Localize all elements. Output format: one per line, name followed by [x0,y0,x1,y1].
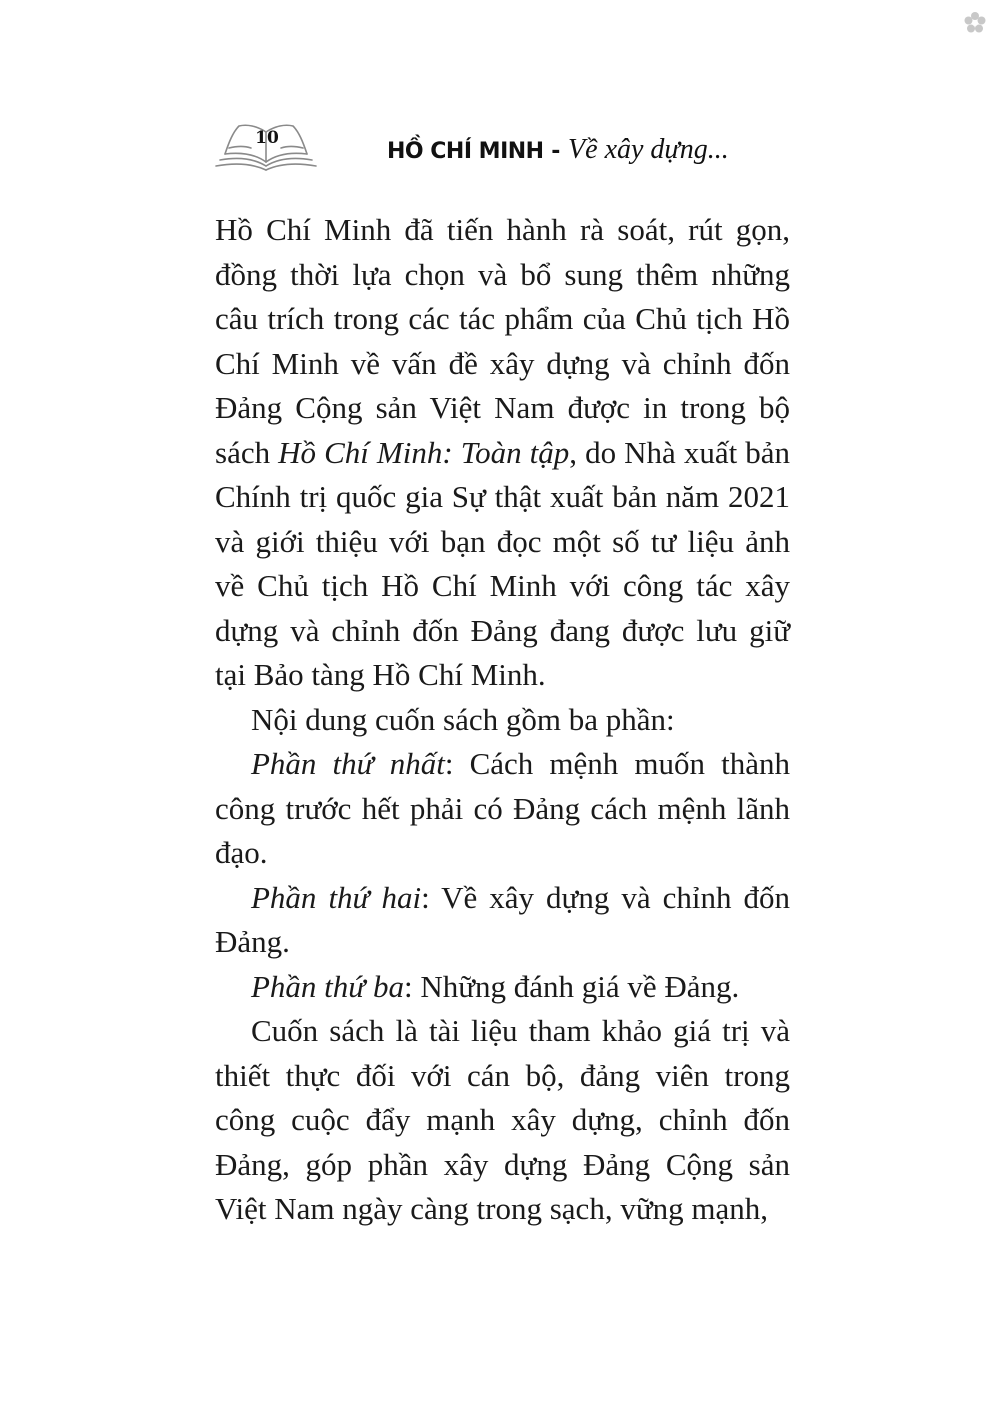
running-title-book: Về xây dựng... [568,134,729,165]
paragraph-conclusion: Cuốn sách là tài liệu tham khảo giá trị và thiết thực đối với cán bộ, đảng viên trong công cuộc đẩy mạnh xây dựng, chỉnh đốn Đảng, góp phần xây dựng Đảng Cộng sản Việt Nam ngày càng trong sạch, vững mạnh, [215,1013,790,1226]
running-title [387,134,729,166]
paragraph-part-three [215,965,790,1010]
part-label: Phần thứ hai [251,879,422,915]
page-body [215,208,790,1232]
part-label: Phần thứ nhất [251,746,445,781]
running-title-separator: - [543,139,569,164]
paragraph-part-one [215,742,790,876]
paragraph-continuation [215,208,790,698]
flower-ornament-icon [962,10,988,36]
part-text: : Những đánh giá về Đảng. [403,968,740,1004]
part-text: : Về xây dựng và chỉnh đốn Đảng. [215,879,790,959]
book-title-italic: Hồ Chí Minh: Toàn tập [278,434,570,470]
running-header [215,118,790,174]
part-label: Phần thứ ba [251,968,404,1004]
paragraph-text: Hồ Chí Minh đã tiến hành rà soát, rút gọn, đồng thời lựa chọn và bổ sung thêm những câu trích trong các tác phẩm của Chủ tịch Hồ Chí Minh về vấn đề xây dựng và chỉnh đốn Đảng Cộng sản Việt Nam được in trong bộ sách [215,212,790,470]
running-title-author: HỒ CHÍ MINH [387,139,544,164]
paragraph-text: , do Nhà xuất bản Chính trị quốc gia Sự thật xuất bản năm 2021 và giới thiệu với bạn đọc một số tư liệu ảnh về Chủ tịch Hồ Chí Minh với công tác xây dựng và chỉnh đốn Đảng đang được lưu giữ tại Bảo tàng Hồ Chí Minh. [215,434,790,692]
paragraph-part-two [215,876,790,965]
part-text: : Cách mệnh muốn thành công trước hết phải có Đảng cách mệnh lãnh đạo. [215,746,790,870]
paragraph-contents-intro: Nội dung cuốn sách gồm ba phần: [251,701,675,737]
page-number: 10 [255,128,279,148]
